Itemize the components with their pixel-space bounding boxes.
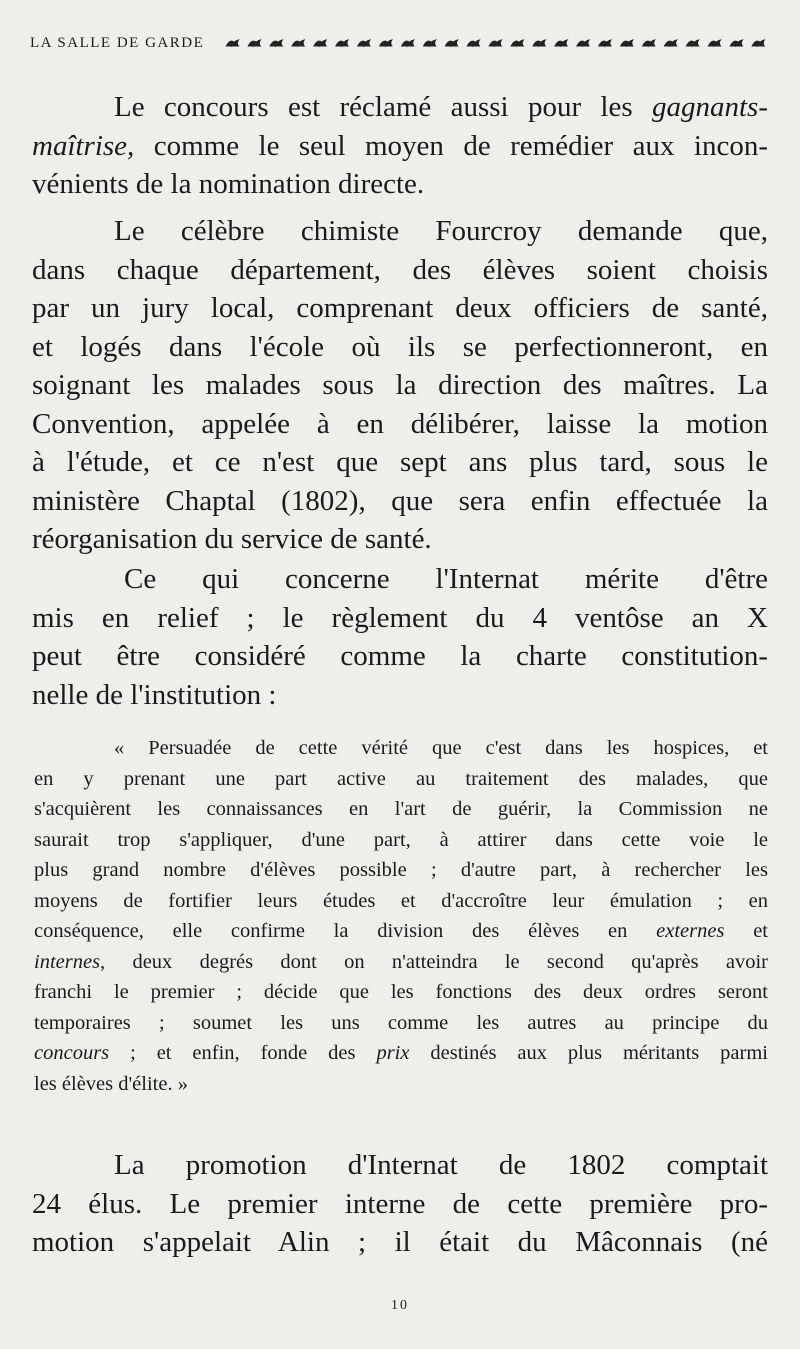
- text-line: ministère Chaptal (1802), que sera enfin effectuée la: [32, 484, 768, 517]
- running-title: LA SALLE DE GARDE: [30, 34, 205, 51]
- quote-line: conséquence, elle confirme la division des élèves en externes et: [34, 920, 768, 942]
- text-line: Ce qui concerne l'Internat mérite d'être: [124, 563, 768, 595]
- quote-line: plus grand nombre d'élèves possible ; d'autre part, à rechercher les: [34, 859, 768, 881]
- ornament-flourish: [358, 40, 370, 46]
- text-line: par un jury local, comprenant deux officiers de santé,: [32, 292, 768, 324]
- paragraph-3: [32, 560, 768, 714]
- text-line: nelle de l'institution :: [32, 678, 277, 711]
- ornament-flourish: [555, 40, 567, 46]
- quote-line: « Persuadée de cette vérité que c'est dans les hospices, et: [114, 737, 768, 759]
- text-line: Le célèbre chimiste Fourcroy demande que,: [114, 215, 768, 247]
- ornament-flourish: [446, 40, 458, 46]
- paragraph-4: [32, 1146, 768, 1262]
- italic-term: externes: [656, 920, 725, 942]
- ornament-flourish: [752, 40, 764, 46]
- ornamental-border: [222, 34, 770, 52]
- paragraph-1: [32, 88, 768, 204]
- italic-term: maîtrise,: [32, 129, 135, 162]
- text-line: mis en relief ; le règlement du 4 ventôse an X: [32, 601, 768, 634]
- ornament-flourish: [227, 40, 239, 46]
- quote-line: concours ; et enfin, fonde des prix destinés aux plus méritants parmi: [34, 1042, 768, 1064]
- ornament-flourish: [490, 40, 502, 46]
- ornament-flourish: [731, 40, 743, 46]
- quote-line: les élèves d'élite. »: [34, 1072, 188, 1095]
- text-line: motion s'appelait Alin ; il était du Mâconnais (né: [32, 1226, 768, 1258]
- ornament-flourish: [665, 40, 677, 46]
- text-line: Le concours est réclamé aussi pour les gagnants-: [114, 91, 768, 123]
- ornament-flourish: [577, 40, 589, 46]
- quote-line: s'acquièrent les connaissances en l'art de guérir, la Commission ne: [34, 798, 768, 820]
- text-line: maîtrise, comme le seul moyen de remédier aux incon-: [32, 129, 768, 162]
- paragraph-2: [32, 212, 768, 559]
- text-line: dans chaque département, des élèves soient choisis: [32, 253, 768, 286]
- ornament-flourish: [380, 40, 392, 46]
- ornament-flourish: [336, 40, 348, 46]
- ornament-flourish: [270, 40, 282, 46]
- quote-line: en y prenant une part active au traitement des malades, que: [34, 767, 768, 790]
- ornament-flourish: [599, 40, 611, 46]
- ornament-flourish: [402, 40, 414, 46]
- text-line: et logés dans l'école où ils se perfectionneront, en: [32, 330, 768, 363]
- ornament-flourish: [468, 40, 480, 46]
- text-line: peut être considéré comme la charte constitution-: [32, 640, 768, 672]
- text-line: à l'étude, et ce n'est que sept ans plus tard, sous le: [32, 446, 768, 478]
- text-line: soignant les malades sous la direction des maîtres. La: [32, 369, 768, 401]
- ornament-flourish: [424, 40, 436, 46]
- quote-line: temporaires ; soumet les uns comme les autres au principe du: [34, 1011, 768, 1034]
- block-quote: [34, 733, 768, 1099]
- text-line: La promotion d'Internat de 1802 comptait: [114, 1149, 768, 1181]
- ornament-flourish: [643, 40, 655, 46]
- text-line: Convention, appelée à en délibérer, laisse la motion: [32, 407, 768, 440]
- ornament-flourish: [249, 40, 261, 46]
- quote-line: franchi le premier ; décide que les fonctions des deux ordres seront: [34, 981, 768, 1003]
- text-line: 24 élus. Le premier interne de cette première pro-: [32, 1187, 768, 1220]
- quote-line: saurait trop s'appliquer, d'une part, à attirer dans cette voie le: [34, 828, 768, 851]
- ornament-flourish: [709, 40, 721, 46]
- text-line: réorganisation du service de santé.: [32, 523, 432, 555]
- page-number: 10: [391, 1298, 409, 1313]
- ornament-flourish: [621, 40, 633, 46]
- quote-line: internes, deux degrés dont on n'atteindra le second qu'après avoir: [34, 950, 768, 973]
- ornament-flourish: [533, 40, 545, 46]
- running-header: [30, 30, 770, 56]
- text-line: vénients de la nomination directe.: [32, 168, 425, 200]
- quote-line: moyens de fortifier leurs études et d'accroître leur émulation ; en: [34, 889, 768, 912]
- italic-term: concours: [34, 1042, 110, 1064]
- ornament-flourish: [292, 40, 304, 46]
- italic-term: gagnants-: [652, 91, 768, 123]
- ornament-flourish: [314, 40, 326, 46]
- ornament-flourish: [511, 40, 523, 46]
- italic-term: prix: [376, 1042, 410, 1064]
- italic-term: internes: [34, 950, 101, 973]
- ornament-flourish: [687, 40, 699, 46]
